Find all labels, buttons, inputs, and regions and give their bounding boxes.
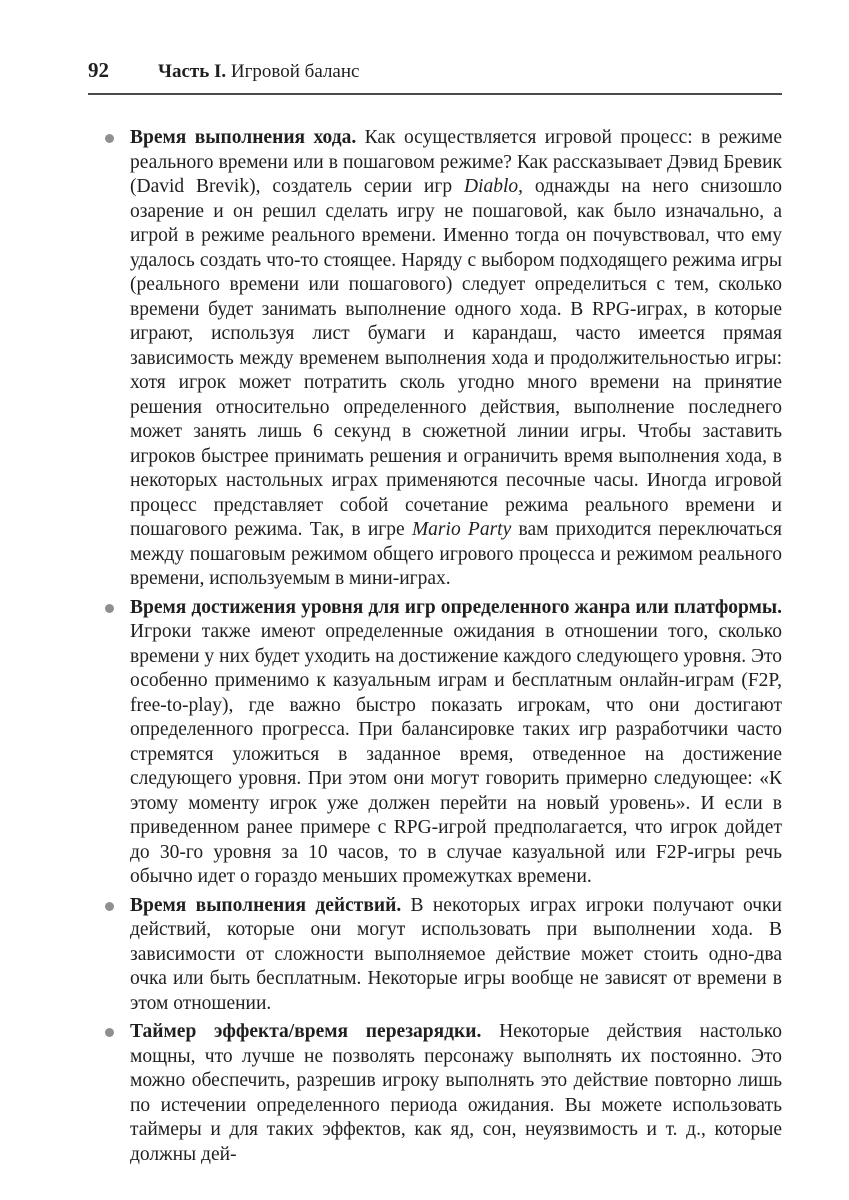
paragraph-text: вам приходится переключаться между пошаговым режимом общего игрового процесса и режимом реального времени, используемым в мини-играх. bbox=[130, 519, 782, 589]
bullet-list bbox=[88, 126, 782, 1167]
bullet-icon bbox=[105, 604, 114, 613]
paragraph-text: , однажды на него снизошло озарение и он решил сделать игру не пошаговой, как было изначально, а игрой в режиме реального времени. Именно тогда он почувствовал, что ему удалось создать что-то стоящее. Наряду с выбором подходящего режима игры (реального времени или пошагового) следует определиться с тем, сколько времени будет занимать выполнение одного хода. В RPG-играх, в которые играют, используя лист бумаги и карандаш, часто имеется прямая зависимость между временем выполнения хода и продолжительностью игры: хотя игрок может потратить сколь угодно много времени на принятие решения относительно определенного действия, выполнение последнего может занять лишь 6 секунд в сюжетной линии игры. Чтобы заставить игроков быстрее принимать решения и ограничить время выполнения хода, в некоторых настольных играх применяются песочные часы. Иногда игровой процесс представляет собой сочетание режима реального времени и пошагового режима. Так, в игре bbox=[130, 176, 782, 540]
list-item-cooldown-timer bbox=[88, 1020, 782, 1167]
list-item-turn-time bbox=[88, 126, 782, 592]
paragraph-text: Как осуществляется игровой процесс: в режиме реального времени или в пошаговом режиме? Как рассказывает Дэвид Бревик (David Brevik), создатель серии игр bbox=[130, 127, 783, 197]
bullet-icon bbox=[105, 134, 114, 143]
page-content bbox=[88, 126, 782, 1171]
game-title-italic: Mario Party bbox=[411, 519, 512, 540]
list-item-level-time bbox=[88, 596, 782, 890]
running-header bbox=[88, 58, 782, 95]
page-number: 92 bbox=[88, 58, 109, 82]
bullet-lead: Время выполнения хода. bbox=[130, 127, 357, 148]
list-item-action-time bbox=[88, 894, 782, 1017]
bullet-icon bbox=[105, 1028, 114, 1037]
part-label: Часть I. bbox=[158, 61, 227, 82]
bullet-lead: Таймер эффекта/время перезарядки. bbox=[130, 1021, 482, 1042]
paragraph-text: Игроки также имеют определенные ожидания в отношении того, сколько времени у них будет уходить на достижение каждого следующего уровня. Это особенно применимо к казуальным играм и бесплатным онлайн-играм (F2P, free-to-play), где важно быстро показать игрокам, что они достигают определенного прогресса. При балансировке таких игр разработчики часто стремятся уложиться в заданное время, отведенное на достижение следующего уровня. При этом они могут говорить примерно следующее: «К этому моменту игрок уже должен перейти на новый уровень». И если в приведенном ранее примере с RPG-игрой предполагается, что игрок дойдет до 30-го уровня за 10 часов, то в случае казуальной или F2P-игры речь обычно идет о гораздо меньших промежутках времени. bbox=[130, 621, 782, 887]
game-title-italic: Diablo bbox=[463, 176, 519, 197]
bullet-lead: Время выполнения действий. bbox=[130, 894, 402, 916]
paragraph-text: В некоторых играх игроки получают очки действий, которые они могут использовать при выполнении хода. В зависимости от сложности выполняемое действие может стоить одно-два очка или быть бесплатным. Некоторые игры вообще не зависят от времени в этом отношении. bbox=[130, 894, 782, 1014]
bullet-lead: Время достижения уровня для игр определенного жанра или платформы. bbox=[130, 596, 782, 618]
part-title: Игровой баланс bbox=[226, 61, 360, 82]
paragraph-text: Некоторые действия настолько мощны, что лучше не позволять персонажу выполнять их постоянно. Это можно обеспечить, разрешив игроку выполнять это действие повторно лишь по истечении определенного периода ожидания. Вы можете использовать таймеры и для таких эффектов, как яд, сон, неуязвимость и т. д., которые должны дей- bbox=[130, 1021, 782, 1165]
bullet-icon bbox=[105, 902, 114, 911]
